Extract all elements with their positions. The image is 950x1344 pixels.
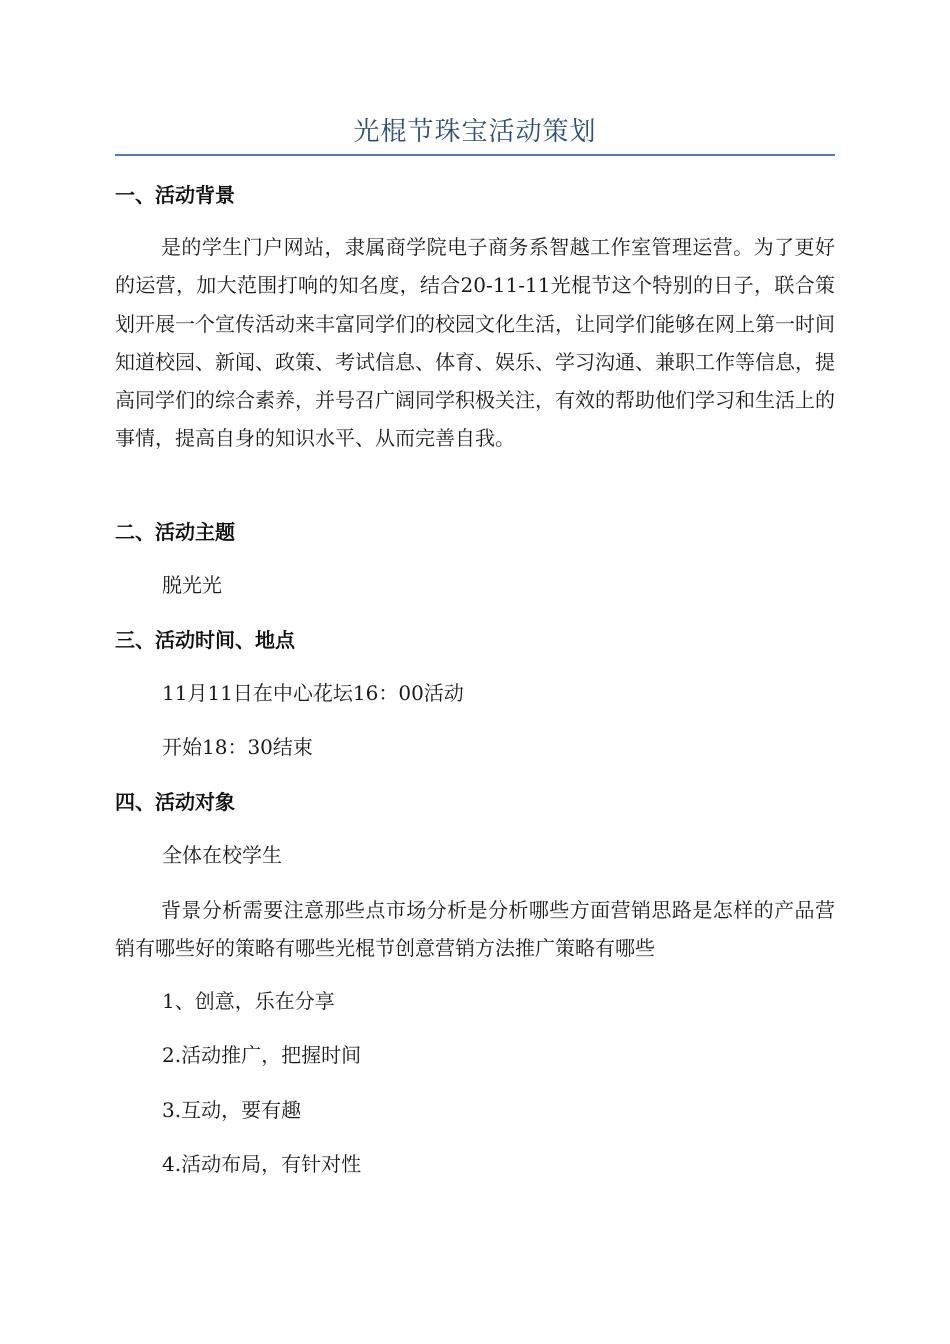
time-place-line-1: 11月11日在中心花坛16：00活动 bbox=[162, 681, 464, 705]
theme-text: 脱光光 bbox=[162, 573, 222, 597]
title-underline bbox=[115, 154, 835, 156]
list-item-3: 3.互动，要有趣 bbox=[162, 1098, 302, 1122]
audience-text: 全体在校学生 bbox=[162, 843, 282, 867]
time-place-line-2: 开始18：30结束 bbox=[162, 735, 313, 759]
section-heading-audience: 四、活动对象 bbox=[115, 790, 235, 814]
section-heading-background: 一、活动背景 bbox=[115, 183, 235, 207]
section-heading-theme: 二、活动主题 bbox=[115, 520, 235, 544]
list-item-4: 4.活动布局，有针对性 bbox=[162, 1152, 362, 1176]
analysis-paragraph: 背景分析需要注意那些点市场分析是分析哪些方面营销思路是怎样的产品营销有哪些好的策略有哪些光棍节创意营销方法推广策略有哪些 bbox=[115, 898, 835, 961]
section-heading-time-place: 三、活动时间、地点 bbox=[115, 628, 295, 652]
document-title: 光棍节珠宝活动策划 bbox=[353, 117, 597, 147]
background-paragraph: 是的学生门户网站，隶属商学院电子商务系智越工作室管理运营。为了更好的运营，加大范围打响的知名度，结合20-11-11光棍节这个特别的日子，联合策划开展一个宣传活动来丰富同学们的校园文化生活，让同学们能够在网上第一时间知道校园、新闻、政策、考试信息、体育、娱乐、学习沟通、兼职工作等信息，提高同学们的综合素养，并号召广阔同学积极关注，有效的帮助他们学习和生活上的事情，提高自身的知识水平、从而完善自我。 bbox=[115, 235, 835, 451]
list-item-2: 2.活动推广，把握时间 bbox=[162, 1043, 362, 1067]
list-item-1: 1、创意，乐在分享 bbox=[162, 989, 335, 1013]
